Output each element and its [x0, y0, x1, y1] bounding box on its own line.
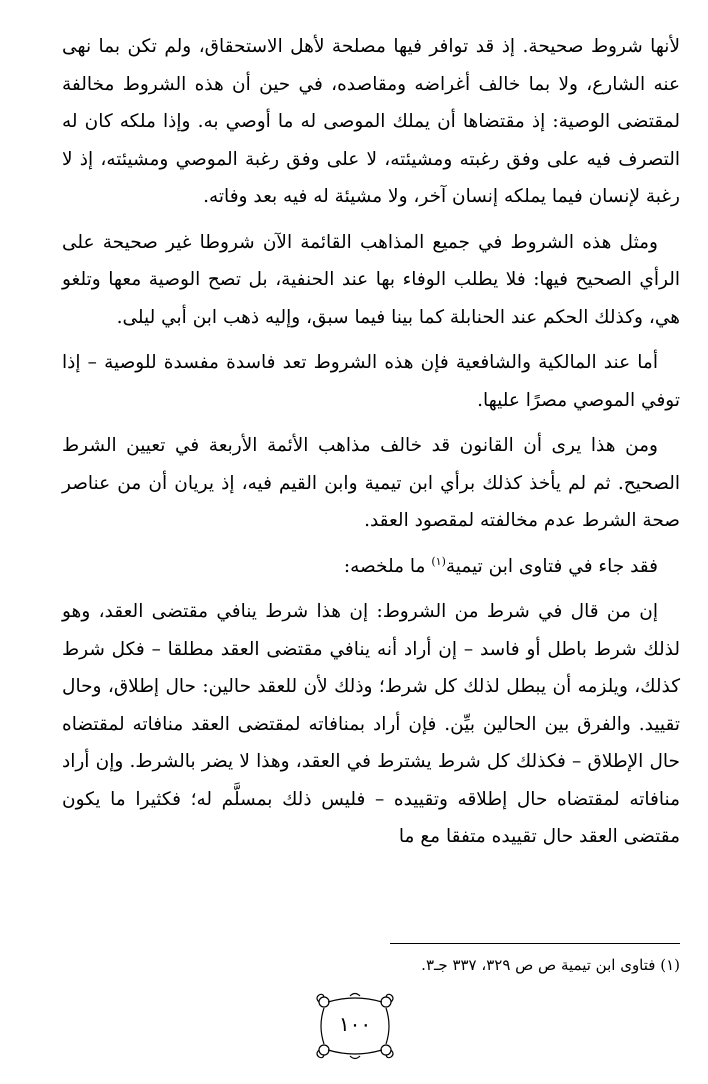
quote-intro-text: فقد جاء في فتاوى ابن تيمية	[445, 555, 658, 577]
quote-paragraph: إن من قال في شرط من الشروط: إن هذا شرط ينافي مقتضى العقد، وهو لذلك شرط باطل أو فاسد – إن أراد أنه ينافي مقتضى العقد مطلقا – فكل شرط كذلك، ويلزمه أن يبطل لذلك كل شرط؛ وذلك لأن للعقد حالين: حال إطلاق، وحال تقييد. والفرق بين الحالين بيِّن. فإن أراد بمنافاته لمقتضى العقد منافاته لمقتضاه حال الإطلاق – فكذلك كل شرط يشترط في العقد، وهذا لا يضر بالشرط. وإن أراد منافاته لمقتضاه حال إطلاقه وتقييده – فليس ذلك بمسلَّم له؛ فكثيرا ما يكون مقتضى العقد حال تقييده متفقا مع ما	[62, 601, 680, 847]
footnote-reference[interactable]: (١)	[431, 554, 446, 568]
page-number-ornament	[310, 990, 400, 1062]
paragraph-4: ومن هذا يرى أن القانون قد خالف مذاهب الأئمة الأربعة في تعيين الشرط الصحيح. ثم لم يأخذ كذلك برأي ابن تيمية وابن القيم فيه، إذ يريان أن من عناصر صحة الشرط عدم مخالفته لمقصود العقد.	[62, 435, 680, 531]
page-body	[62, 28, 680, 864]
footnote-divider	[390, 943, 680, 944]
quote-intro	[62, 548, 680, 586]
page-number: ١٠٠	[338, 1012, 372, 1036]
paragraph-3: أما عند المالكية والشافعية فإن هذه الشروط تعد فاسدة مفسدة للوصية – إذا توفي الموصي مصرًا عليها.	[62, 352, 680, 411]
paragraph-1: لأنها شروط صحيحة. إذ قد توافر فيها مصلحة لأهل الاستحقاق، ولم تكن بما نهى عنه الشارع، ولا بما خالف أغراضه ومقاصده، في حين أن هذه الشروط مخالفة لمقتضى الوصية: إذ مقتضاها أن يملك الموصى له ما أوصي به. وإذا ملكه كان له التصرف فيه على وفق رغبته ومشيئته، لا على وفق رغبة الموصي ومشيئته، إذ لا رغبة لإنسان فيما يملكه إنسان آخر، ولا مشيئة له فيه بعد وفاته.	[62, 36, 680, 207]
paragraph-2: ومثل هذه الشروط في جميع المذاهب القائمة الآن شروطا غير صحيحة على الرأي الصحيح فيها: فلا يطلب الوفاء بها عند الحنفية، بل تصح الوصية معها وتلغو هي، وكذلك الحكم عند الحنابلة كما بينا فيما سبق، وإليه ذهب ابن أبي ليلى.	[62, 231, 680, 328]
quote-intro-tail: ما ملخصه:	[343, 555, 432, 577]
footnote: (١) فتاوى ابن تيمية ص ص ٣٢٩، ٣٣٧ جـ٣.	[421, 956, 680, 974]
